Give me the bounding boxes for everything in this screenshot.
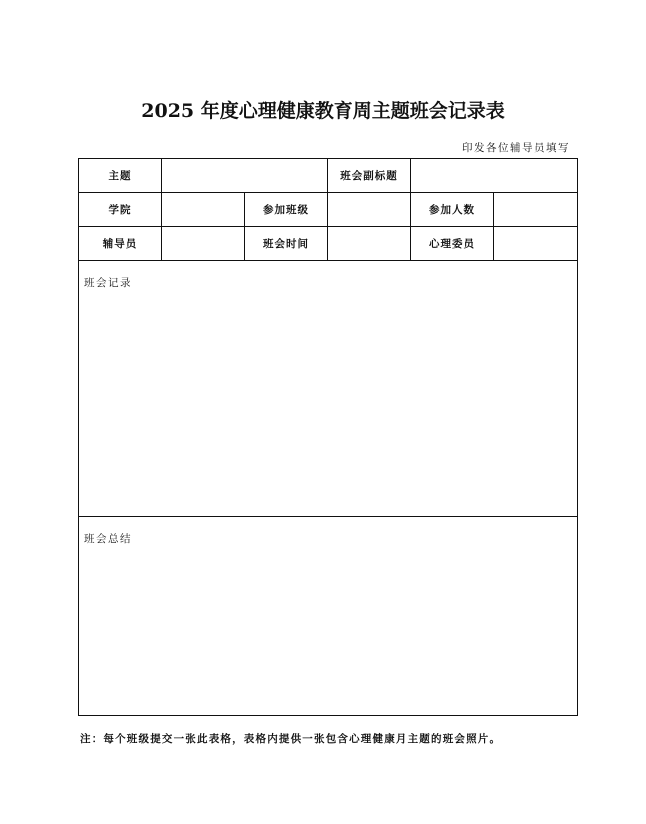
form-row-college bbox=[79, 193, 578, 227]
subtitle-field[interactable] bbox=[411, 159, 578, 193]
college-label: 学院 bbox=[79, 193, 162, 227]
college-field[interactable] bbox=[162, 193, 245, 227]
fill-instruction: 印发各位辅导员填写 bbox=[462, 142, 570, 154]
counselor-field[interactable] bbox=[162, 227, 245, 261]
time-field[interactable] bbox=[328, 227, 411, 261]
theme-label: 主题 bbox=[79, 159, 162, 193]
count-label: 参加人数 bbox=[411, 193, 494, 227]
summary-area[interactable] bbox=[79, 517, 578, 716]
record-form-table bbox=[78, 158, 578, 716]
committee-label: 心理委员 bbox=[411, 227, 494, 261]
form-row-record bbox=[79, 261, 578, 517]
subtitle-label: 班会副标题 bbox=[328, 159, 411, 193]
count-field[interactable] bbox=[494, 193, 578, 227]
form-row-counselor bbox=[79, 227, 578, 261]
counselor-label: 辅导员 bbox=[79, 227, 162, 261]
record-area[interactable] bbox=[79, 261, 578, 517]
time-label: 班会时间 bbox=[245, 227, 328, 261]
summary-label: 班会总结 bbox=[84, 533, 132, 545]
committee-field[interactable] bbox=[494, 227, 578, 261]
class-label: 参加班级 bbox=[245, 193, 328, 227]
record-label: 班会记录 bbox=[84, 277, 132, 289]
theme-field[interactable] bbox=[162, 159, 328, 193]
page-title: 2025 年度心理健康教育周主题班会记录表 bbox=[141, 100, 505, 122]
footnote: 注：每个班级提交一张此表格，表格内提供一张包含心理健康月主题的班会照片。 bbox=[80, 733, 502, 745]
class-field[interactable] bbox=[328, 193, 411, 227]
form-row-summary bbox=[79, 517, 578, 716]
form-row-theme bbox=[79, 159, 578, 193]
